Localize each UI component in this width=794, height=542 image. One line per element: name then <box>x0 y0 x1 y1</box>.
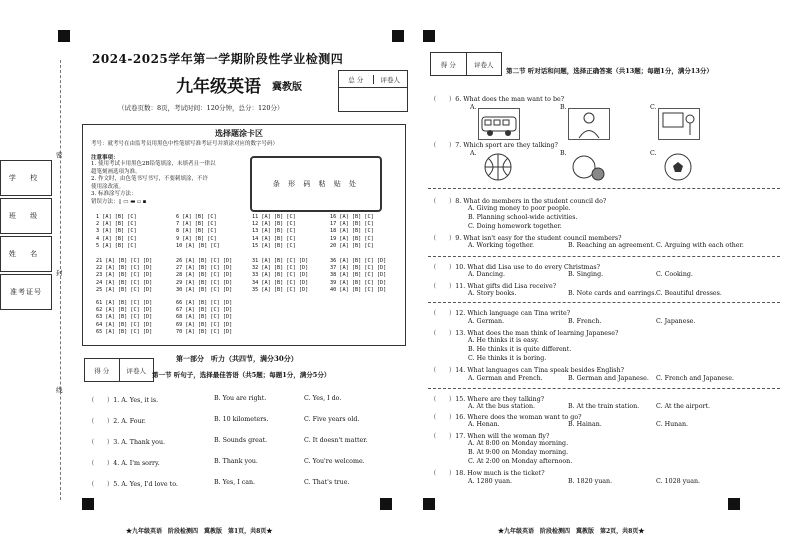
question-5-b: B. Yes, I can. <box>214 479 256 486</box>
bubble-block[interactable]: 26 [A] [B] [C] [D] 27 [A] [B] [C] [D] 28 [A] [B] [C] [D] 29 [A] [B] [C] [D] 30 [A] [B] [C] [D] <box>176 258 233 293</box>
right-page: 得 分 评卷人 第二节 听对话和问题，选择正确答案（共13题；每题1分，满分13分） （ ）6. What does the man want to be? A. B. C. （ ）7. Which sport are they talking? A. B. C. （ ）8. What do members in the student council do? A. Giving money to poor people. B. Planning school-wide activities. C. Doing homework together. （ ）9. What isn't easy for the student council members? A. Working together. B. Reaching an agreement. C. Arguing with each other. （ ）10. What did Lisa use to do every Christmas? A. Dancing. B. Singing. C. Cooking. （ ）11. What gifts did Lisa receive? A. Story books. B. Note cards and earrings. C. Beautiful dresses. （ ）12. Which language can Tina write? A. German. B. French. C. Japanese. （ ）13. What does the man think of learning Japanese? A. He thinks it is easy. B. He thinks it is quite different. C. He thinks it is boring. （ ）14. What languages can Tina speak besides English? A. German and French. B. German and Japanese. C. French and Japanese. （ ）15. Where are they talking? A. At the bus station. B. At the train station. C. At the airport. （ ）16. Where does the woman want to go? A. Henan. B. Hainan. C. Hunan. （ ）17. When will the woman fly? A. At 8:00 on Monday morning. B. At 9:00 on Monday morning. C. At 2:00 on Monday afternoon. （ ）18. How much is the ticket? A. 1280 yuan. B. 1820 yuan. C. 1028 yuan. ★九年级英语 阶段检测四 冀教版 第2页，共8页★ <box>420 0 794 542</box>
question-4: （ ）4. A. I'm sorry. <box>88 460 160 467</box>
exam-number-field[interactable]: 准考证号 <box>0 274 52 310</box>
question-14: （ ）14. What languages can Tina speak besides English? <box>430 367 624 374</box>
barcode-area: 条 形 码 粘 贴 处 <box>250 156 382 212</box>
bubble-block[interactable]: 31 [A] [B] [C] [D] 32 [A] [B] [C] [D] 33 [A] [B] [C] [D] 34 [A] [B] [C] [D] 35 [A] [B] [C] [D] <box>252 258 309 293</box>
registration-mark <box>728 498 740 510</box>
part1-title: 第一部分 听力（共四节，满分30分） <box>176 354 298 363</box>
section-divider <box>428 388 780 389</box>
question-3: （ ）3. A. Thank you. <box>88 439 166 446</box>
notes-title: 注意事项： <box>91 155 119 161</box>
question-1-c: C. Yes, I do. <box>304 395 342 402</box>
question-9: （ ）9. What isn't easy for the student council members? <box>430 235 622 242</box>
question-4-c: C. You're welcome. <box>304 458 365 465</box>
bus-driver-picture <box>478 108 520 140</box>
binding-line <box>60 60 61 500</box>
bubble-block[interactable]: 11 [A] [B] [C] 12 [A] [B] [C] 13 [A] [B] [C] 14 [A] [B] [C] 15 [A] [B] [C] <box>252 214 296 249</box>
subject-title: 九年级英语 <box>176 77 261 97</box>
school-field[interactable]: 学 校 <box>0 160 52 196</box>
question-5: （ ）5. A. Yes, I'd love to. <box>88 481 178 488</box>
bubble-block[interactable]: 66 [A] [B] [C] [D] 67 [A] [B] [C] [D] 68 [A] [B] [C] [D] 69 [A] [B] [C] [D] 70 [A] [B] [C] [D] <box>176 300 233 335</box>
edition-label: 冀教版 <box>272 82 302 93</box>
registration-mark <box>58 30 70 42</box>
registration-mark <box>423 498 435 510</box>
grader-box: 得 分 评卷人 <box>84 358 154 382</box>
question-1: （ ）1. A. Yes, it is. <box>88 397 159 404</box>
bubble-block[interactable]: 21 [A] [B] [C] [D] 22 [A] [B] [C] [D] 23 [A] [B] [C] [D] 24 [A] [B] [C] [D] 25 [A] [B] [C] [D] <box>96 258 153 293</box>
question-3-c: C. It doesn't matter. <box>304 437 368 444</box>
binding-mark: 封 <box>56 269 63 277</box>
question-16: （ ）16. Where does the woman want to go? <box>430 414 582 421</box>
page-footer: ★九年级英语 阶段检测四 冀教版 第1页，共8页★ <box>126 528 273 535</box>
registration-mark <box>380 498 392 510</box>
question-1-b: B. You are right. <box>214 395 267 402</box>
bubble-block[interactable]: 6 [A] [B] [C] 7 [A] [B] [C] 8 [A] [B] [C] 9 [A] [B] [C] 10 [A] [B] [C] <box>176 214 220 249</box>
section-divider <box>428 256 780 257</box>
question-15: （ ）15. Where are they talking? <box>430 396 545 403</box>
question-18: （ ）18. How much is the ticket? <box>430 470 545 477</box>
baseball-picture <box>568 152 608 182</box>
student-info-strip <box>0 160 52 312</box>
card-title: 选择题涂卡区 <box>215 128 263 138</box>
binding-mark: 线 <box>56 386 63 394</box>
section2-title: 第二节 听对话和问题，选择正确答案（共13题；每题1分，满分13分） <box>506 67 713 75</box>
question-10: （ ）10. What did Lisa use to do every Christmas? <box>430 264 601 271</box>
bubble-block[interactable]: 1 [A] [B] [C] 2 [A] [B] [C] 3 [A] [B] [C] 4 [A] [B] [C] 5 [A] [B] [C] <box>96 214 137 249</box>
notes: 1. 使用考试卡用黑色2B铅笔填涂，未填者且一律以 超笔刻画选项为准。 2. 作文时，由色笔书写书写，不要刺填涂，不许 使用涂改液。 3. 标准涂写方法： 错误方法：▯ ▭ ▬ ▫ ▪ <box>91 161 216 205</box>
section-divider <box>428 302 780 303</box>
question-2: （ ）2. A. Four. <box>88 418 146 425</box>
bubble-block[interactable]: 36 [A] [B] [C] [D] 37 [A] [B] [C] [D] 38 [A] [B] [C] [D] 39 [A] [B] [C] [D] 40 [A] [B] [C] [D] <box>330 258 387 293</box>
registration-mark <box>82 498 94 510</box>
question-3-b: B. Sounds great. <box>214 437 268 444</box>
question-4-b: B. Thank you. <box>214 458 258 465</box>
registration-mark <box>423 30 435 42</box>
section-divider <box>428 188 780 189</box>
question-13: （ ）13. What does the man think of learning Japanese? <box>430 330 619 337</box>
exam-title: 2024-2025学年第一学期阶段性学业检测四 <box>92 52 344 66</box>
registration-mark <box>392 30 404 42</box>
doctor-picture <box>568 108 610 140</box>
question-6: （ ）6. What does the man want to be? <box>430 96 565 103</box>
question-5-c: C. That's true. <box>304 479 350 486</box>
name-field[interactable]: 姓 名 <box>0 236 52 272</box>
bubble-block[interactable]: 61 [A] [B] [C] [D] 62 [A] [B] [C] [D] 63 [A] [B] [C] [D] 64 [A] [B] [C] [D] 65 [A] [B] [C] [D] <box>96 300 153 335</box>
soccer-ball-picture <box>658 152 698 182</box>
question-8: （ ）8. What do members in the student council do? <box>430 198 607 205</box>
page-footer: ★九年级英语 阶段检测四 冀教版 第2页，共8页★ <box>498 528 645 535</box>
exam-info: （试卷页数：8页，考试时间：120分钟，总分：120分） <box>118 104 284 112</box>
grader-box: 得 分 评卷人 <box>430 52 502 76</box>
question-12: （ ）12. Which language can Tina write? <box>430 310 571 317</box>
teacher-picture <box>658 108 700 140</box>
exam-notice: 考号：就考号在由监考员用黑色中性笔填写准考证号并填涂对应的数字号码） <box>91 141 279 147</box>
bubble-block[interactable]: 16 [A] [B] [C] 17 [A] [B] [C] 18 [A] [B] [C] 19 [A] [B] [C] 20 [A] [B] [C] <box>330 214 374 249</box>
basketball-picture <box>478 152 518 182</box>
section1-title: 第一节 听句子，选择最佳答语（共5题；每题1分，满分5分） <box>152 371 331 379</box>
question-11: （ ）11. What gifts did Lisa receive? <box>430 283 557 290</box>
question-2-c: C. Five years old. <box>304 416 360 423</box>
class-field[interactable]: 班 级 <box>0 198 52 234</box>
question-7: （ ）7. Which sport are they talking? <box>430 142 558 149</box>
total-score-box: 总 分 评卷人 <box>338 70 408 112</box>
binding-mark: 密 <box>56 151 63 159</box>
question-2-b: B. 10 kilometers. <box>214 416 269 423</box>
question-17: （ ）17. When will the woman fly? <box>430 433 550 440</box>
